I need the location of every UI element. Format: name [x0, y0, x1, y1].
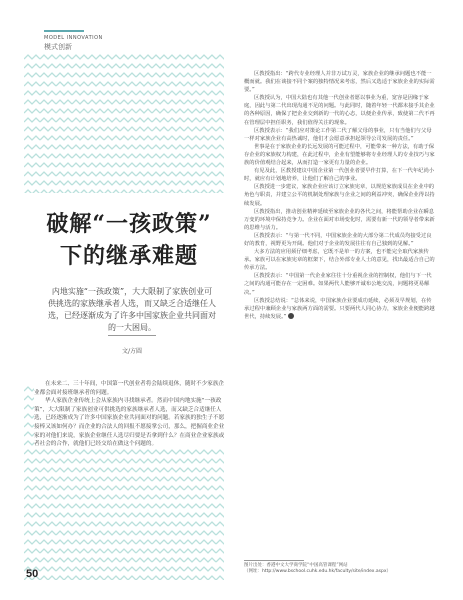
paragraph: 区教授表示：“中国第一代企业家往往十分重视企业的控制权，他们与下一代之间的沟通可能存在一定困难。如果两代人能够开诚布公地交流，问题将更易解决。” [244, 273, 432, 296]
footnote-rule [244, 560, 304, 561]
chevron-pattern-top [24, 53, 224, 193]
section-label-cn: 模式创新 [44, 43, 72, 51]
paragraph-last-text: 区教授总结说：“总体来说，中国家族企业要成功延续，必须及早规划，在传承过程中兼顾企业与家族两方面的需要。只要两代人同心协力，家族企业便能跨越世代，持续发展。” [244, 297, 435, 320]
paragraph: 区教授表示：“我们应对策论工作第二代了解父母的事业，只有当他们与父母一样对家族企业有高热诚时，他们才会愿意承担起领导公司发展的责任。” [244, 127, 432, 142]
footnote-line-2: （网址：http://www.bschool.cuhk.edu.hk/faculty/site/index.aspx） [244, 568, 392, 574]
paragraph: 区教授表示：“与第一代不同，中国家族企业的大部分第二代成员均接受过良好的教育，视野更为开阔。他们对于企业的发展往往有自己独到的见解。” [244, 232, 432, 247]
body-column-right [244, 70, 435, 321]
paragraph: 区教授认为，中国大陆也有其他一代创业者愿以事业为重，宽容是因缘于家庭，因此与第二代出现沟通不足的问题。与此同时，随着年轻一代都未接手其企业的各种原因，确保了把企业交到新的一代的心态，以便企业传承，致使第二代不再在管理层中担任职务，我们值得关注的现象。 [244, 95, 435, 126]
article-summary: 内地实施“一孩政策”，大大限制了家族创业可供挑选的家族继承者人选，而又缺乏合适继任人选，已经逐渐成为了许多中国家族企业共同面对的一大困局。 [48, 287, 216, 332]
paragraph-last [244, 297, 435, 321]
body-column-left [34, 380, 226, 449]
author-name: 文/方圆 [121, 347, 143, 355]
paragraph: 区教授指出，推动创业精神延续至家族企业的各代之间，将能帮助企业在瞬息万变的环境中保持竞争力。企业在面对市场变化时，需要有新一代的领导者带来新的思维与活力。 [244, 208, 435, 231]
paragraph: 世事是在于家族企业的长远发展的可能过程中，可能带来一种方法，有助于保存企业的家族权力构建，在此过程中，企业有望能够将专业经理人的专业技巧与家族的价值观结合起来，从而打造一家更有力量的企业。 [244, 143, 435, 167]
section-tag [44, 30, 103, 52]
end-mark-icon [288, 313, 294, 319]
section-label-en: MODEL INNOVATION [44, 35, 103, 41]
byline-divider [108, 335, 156, 336]
paragraph: 大多方法的应用须仔细考虑，它既不是单一的方案，也不能完全取代家族传承。家族可以在家族宪章的框架下，结合外部专业人士的意见，找出最适合自己的传承方法。 [244, 249, 435, 272]
section-accent-bar [44, 30, 84, 32]
headline-line-1: 破解“一孩政策” [46, 211, 212, 237]
paragraph: 区教授进一步建议，家族企业应该订立家族宪章，以规范家族成员在企业中的角色与职责，并建立公平的机制处理家族与企业之间的利益冲突，确保企业得以持续发展。 [244, 184, 435, 207]
paragraph: 在未来二、三十年间，中国第一代创业者将会陆续退休，随时不少家族企业都会面对接班继承者的问题。 [34, 381, 225, 396]
page-number: 50 [26, 568, 39, 580]
image-credit-footnote [244, 560, 435, 575]
article-headline [34, 208, 224, 272]
paragraph: 华人家族企业传统上会从家族内寻找继承者。然而中国内地实施“一孩政策”，大大限制了家族创业可供挑选的家族继承者人选，而又缺乏合适继任人选，已经逐渐成为了许多中国家族企业共同面对的问题。若家族的独生子不愿接棒又该如何办？而企业的合法人的回报不愿接掌公司，那么，把握商业企业家的对他们来说，家族企业继任人选尽归要是否拿到什么？在商业企业家族或者社会的合作，就他们已经交给在做这个问题的。 [34, 398, 225, 448]
footnote-line-1: 图片出处：香港中文大学商学院“中国高管课程”网站 [244, 562, 348, 568]
author-byline [108, 335, 156, 357]
paragraph: 区教授指出：“跨代专业经理人并非万试万灵，家族企业的继承问题也不能一概而就。我们在谈接不同个案的独特情况来考虑，然后又选适于家族企业的实际需要。” [244, 71, 435, 94]
paragraph: 有见及此，区教授建议中国企业第一代创业者要早作打算，在下一代年纪尚小时，就应有计划地培养，让他们了解自己的事业。 [244, 168, 435, 183]
headline-line-2: 下的继承难题 [59, 243, 198, 269]
